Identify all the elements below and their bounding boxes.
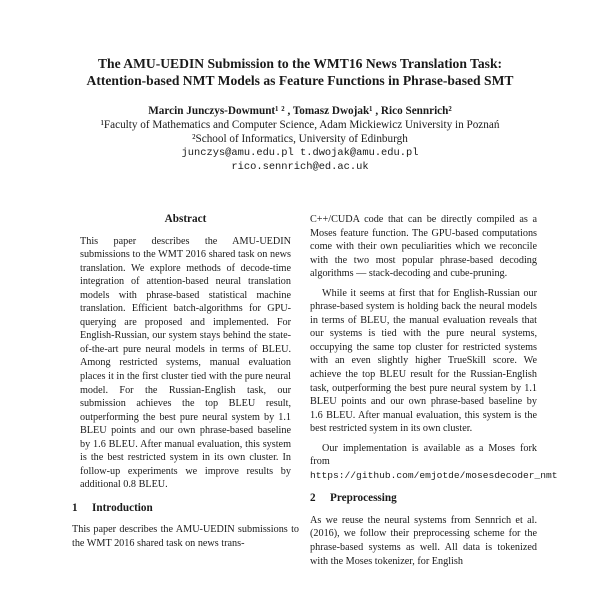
right-paragraph-2: While it seems at first that for English-Russian our phrase-based system is holding back the neural models in terms of BLEU, the manual evaluation reveals that our systems is tied with the pure neural systems, occupying the same top cluster for restricted systems with an even slightly higher TrueSkill score. We achieve the top BLEU result for the Russian-English task, outperforming the best pure neural system by 1.1 BLEU points and our own phrase-based baseline by 1.6 BLEU. After manual evaluation, this system is the best restricted system in its own cluster. bbox=[310, 287, 537, 435]
abstract-heading: Abstract bbox=[164, 213, 207, 225]
right-column bbox=[310, 213, 558, 568]
title-line-2: Attention-based NMT Models as Feature Functions in Phrase-based SMT bbox=[86, 73, 514, 88]
section-2-heading bbox=[310, 492, 537, 506]
section-2-number: 2 bbox=[310, 492, 316, 505]
section-2-text: As we reuse the neural systems from Sennrich et al. (2016), we follow their preprocessing scheme for the phrase-based systems as well. All data is tokenized with the Moses tokenizer, for English bbox=[310, 514, 537, 567]
section-1-heading bbox=[72, 502, 299, 516]
title-line-1: The AMU-UEDIN Submission to the WMT16 News Translation Task: bbox=[97, 56, 503, 71]
section-1-number: 1 bbox=[72, 501, 78, 514]
emails-line-1: junczys@amu.edu.pl t.dwojak@amu.edu.pl bbox=[181, 147, 419, 159]
right-paragraph-3-text: Our implementation is available as a Moses fork from bbox=[310, 442, 537, 468]
right-paragraph-1: C++/CUDA code that can be directly compiled as a Moses feature function. The GPU-based computations come with their own peculiarities which we reconcile with the two most popular phrase-based decoding algorithms — stack-decoding and cube-pruning. bbox=[310, 214, 537, 280]
affiliation-2: ²School of Informatics, University of Edinburgh bbox=[192, 133, 408, 145]
section-1-title: Introduction bbox=[92, 501, 153, 514]
github-link[interactable]: https://github.com/emjotde/mosesdecoder_nmt bbox=[310, 469, 558, 481]
author-names: Marcin Junczys-Dowmunt¹ ² , Tomasz Dwojak¹ , Rico Sennrich² bbox=[148, 105, 452, 117]
affiliation-1: ¹Faculty of Mathematics and Computer Science, Adam Mickiewicz University in Poznań bbox=[100, 119, 500, 131]
right-paragraph-3 bbox=[310, 442, 558, 483]
abstract-text: This paper describes the AMU-UEDIN submissions to the WMT 2016 shared task on news translation. We explore methods of decode-time integration of attention-based neural translation models with phrase-based statistical machine translation. Efficient batch-algorithms for GPU-querying are proposed and implemented. For English-Russian, our system stays behind the state-of-the-art pure neural models in terms of BLEU. Among restricted systems, manual evaluation places it in the first cluster tied with the pure neural model. For the Russian-English task, our submission achieves the top BLEU result, outperforming the best pure neural system by 1.1 BLEU points and our own phrase-based baseline by 1.6 BLEU. After manual evaluation, this system is the best restricted system in its own cluster. In follow-up experiments we improve results by additional 0.8 BLEU. bbox=[80, 235, 291, 491]
paper-title bbox=[40, 55, 560, 89]
emails-line-2: rico.sennrich@ed.ac.uk bbox=[231, 161, 369, 173]
section-2-title: Preprocessing bbox=[330, 492, 397, 505]
section-1-text: This paper describes the AMU-UEDIN submissions to the WMT 2016 shared task on news trans- bbox=[72, 524, 299, 550]
author-block bbox=[40, 104, 560, 174]
left-column bbox=[72, 213, 299, 551]
